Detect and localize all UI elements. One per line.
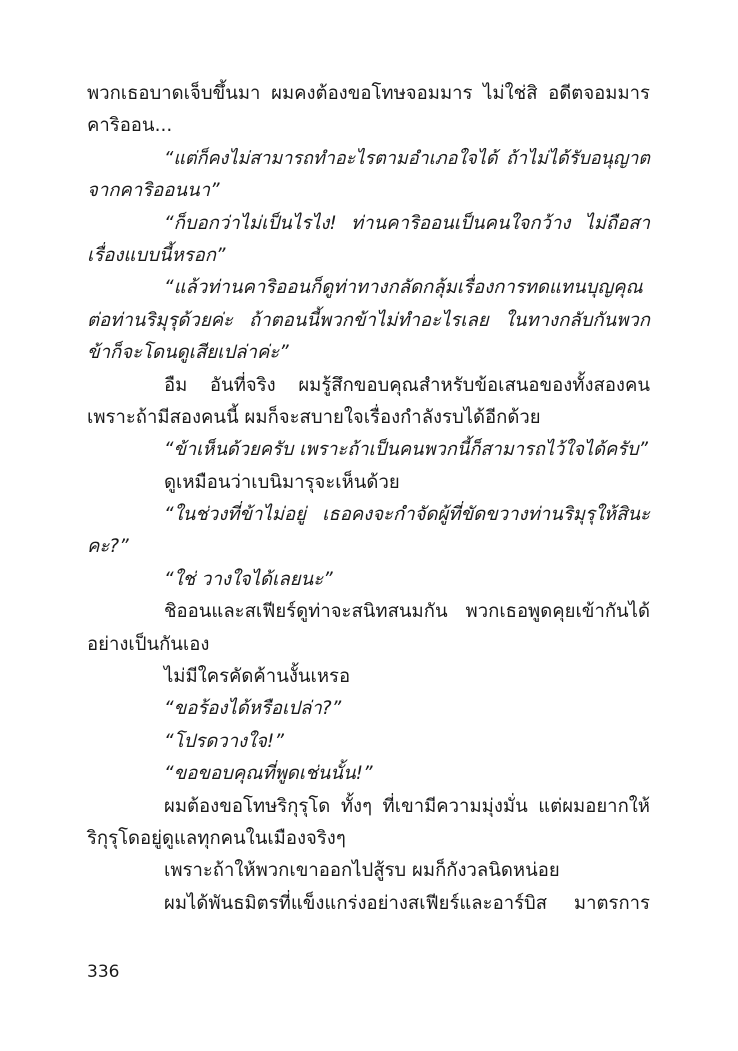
text-line-15: คะ?” xyxy=(87,536,129,558)
text-line-26: ผมได้พันธมิตรที่แข็งแกร่งอย่างสเฟียร์และอาร์บิส มาตรการ xyxy=(164,892,650,914)
text-line-18: อย่างเป็นกันเอง xyxy=(87,633,210,655)
text-line-22: “ขอขอบคุณที่พูดเช่นนั้น!” xyxy=(164,763,373,785)
text-line-24: ริกุรุโดอยู่ดูแลทุกคนในเมืองจริงๆ xyxy=(87,827,346,849)
text-line-7: “แล้วท่านคาริออนก็ดูท่าทางกลัดกลุ้มเรื่องการทดแทนบุญคุณ xyxy=(164,277,643,299)
text-line-12: “ข้าเห็นด้วยครับ เพราะถ้าเป็นคนพวกนี้ก็สามารถไว้ใจได้ครับ” xyxy=(164,439,648,461)
text-line-1: พวกเธอบาดเจ็บขึ้นมา ผมคงต้องขอโทษจอมมาร ไม่ใช่สิ อดีตจอมมาร xyxy=(87,83,650,104)
text-line-3: “แต่ก็คงไม่สามารถทำอะไรตามอำเภอใจได้ ถ้าไม่ได้รับอนุญาต xyxy=(164,147,650,169)
text-line-5: “ก็บอกว่าไม่เป็นไรไง! ท่านคาริออนเป็นคนใจกว้าง ไม่ถือสา xyxy=(164,212,650,234)
text-line-4: จากคาริออนนา” xyxy=(87,180,220,202)
book-page-text xyxy=(87,78,650,920)
text-line-20: “ขอร้องได้หรือเปล่า?” xyxy=(164,698,342,720)
text-line-2: คาริออน... xyxy=(87,115,173,137)
text-line-17: ชิออนและสเฟียร์ดูท่าจะสนิทสนมกัน พวกเธอพูดคุยเข้ากันได้ xyxy=(164,601,650,623)
text-line-21: “โปรดวางใจ!” xyxy=(164,730,284,752)
text-line-10: อืม อันที่จริง ผมรู้สึกขอบคุณสำหรับข้อเสนอของทั้งสองคน xyxy=(164,374,650,396)
text-line-11: เพราะถ้ามีสองคนนี้ ผมก็จะสบายใจเรื่องกำลังรบได้อีกด้วย xyxy=(87,406,541,428)
text-line-8: ต่อท่านริมุรุด้วยค่ะ ถ้าตอนนี้พวกข้าไม่ทำอะไรเลย ในทางกลับกันพวก xyxy=(87,309,650,331)
text-line-16: “ใช่ วางใจได้เลยนะ” xyxy=(164,568,333,590)
text-line-9: ข้าก็จะโดนดูเสียเปล่าค่ะ” xyxy=(87,342,289,364)
text-line-19: ไม่มีใครคัดค้านงั้นเหรอ xyxy=(164,666,351,688)
page-number: 336 xyxy=(87,962,120,982)
text-line-23: ผมต้องขอโทษริกุรุโด ทั้งๆ ที่เขามีความมุ่งมั่น แต่ผมอยากให้ xyxy=(164,795,650,817)
text-line-25: เพราะถ้าให้พวกเขาออกไปสู้รบ ผมก็กังวลนิดหน่อย xyxy=(164,860,560,882)
text-line-6: เรื่องแบบนี้หรอก” xyxy=(87,244,226,266)
text-line-14: “ในช่วงที่ข้าไม่อยู่ เธอคงจะกำจัดผู้ที่ขัดขวางท่านริมุรุให้สินะ xyxy=(164,504,650,526)
text-line-13: ดูเหมือนว่าเบนิมารุจะเห็นด้วย xyxy=(164,471,400,493)
